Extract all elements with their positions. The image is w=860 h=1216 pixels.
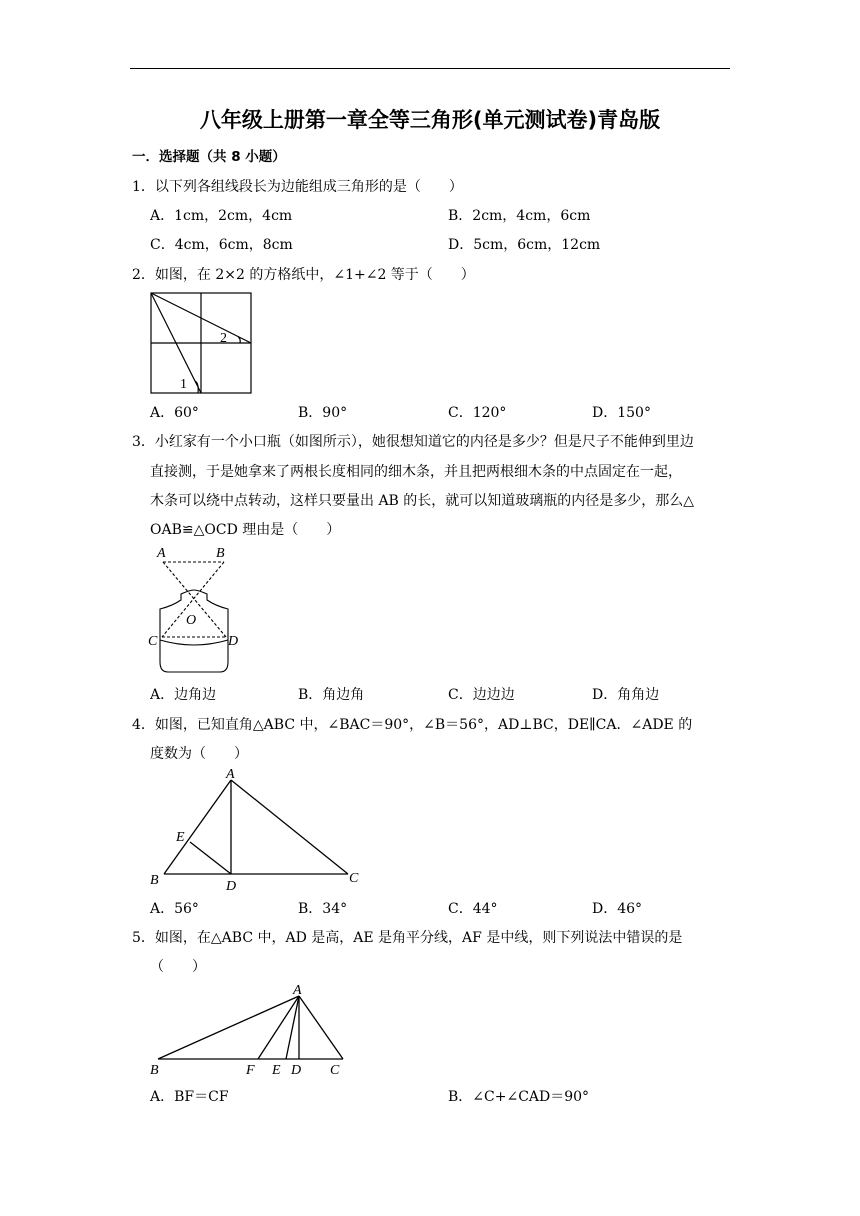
question-2-figure bbox=[148, 290, 254, 396]
question-4-option-c: C．44° bbox=[448, 901, 498, 917]
question-4-figure bbox=[146, 766, 368, 894]
question-5-option-b: B．∠C+∠CAD＝90° bbox=[448, 1089, 590, 1105]
question-5-stem-line-1: 5．如图，在△ABC 中，AD 是高，AE 是角平分线，AF 是中线，则下列说法中错误的是 bbox=[132, 930, 683, 946]
question-4-option-a: A．56° bbox=[150, 901, 199, 917]
fig3-label-d: D bbox=[228, 634, 239, 649]
question-2-option-b: B．90° bbox=[298, 405, 348, 421]
question-3-figure bbox=[146, 544, 242, 680]
question-3-option-d: D．角角边 bbox=[592, 687, 660, 703]
question-3-stem-line-2: 直接测，于是她拿来了两根长度相同的细木条，并且把两根细木条的中点固定在一起， bbox=[150, 464, 682, 480]
fig5-label-a: A bbox=[293, 983, 302, 998]
question-2-option-c: C．120° bbox=[448, 405, 507, 421]
question-5-option-a: A．BF＝CF bbox=[150, 1089, 229, 1105]
fig5-label-f: F bbox=[246, 1063, 255, 1078]
question-3-stem-line-4: OAB≌△OCD 理由是（ ） bbox=[150, 522, 341, 538]
fig5-label-b: B bbox=[150, 1063, 159, 1078]
question-1-option-c: C．4cm，6cm，8cm bbox=[150, 237, 293, 253]
question-4-option-d: D．46° bbox=[592, 901, 643, 917]
fig3-label-b: B bbox=[216, 546, 225, 561]
fig3-label-o: O bbox=[186, 613, 197, 628]
question-3-option-b: B．角边角 bbox=[298, 687, 365, 703]
fig4-label-b: B bbox=[150, 873, 159, 888]
fig2-label-1: 1 bbox=[180, 377, 187, 392]
question-5-stem-line-2: （ ） bbox=[150, 959, 206, 975]
fig3-label-a: A bbox=[157, 546, 166, 561]
fig5-label-e: E bbox=[272, 1063, 281, 1078]
section-heading: 一．选择题（共 8 小题） bbox=[132, 149, 286, 165]
question-3-stem-line-1: 3．小红家有一个小口瓶（如图所示），她很想知道它的内径是多少？但是尺子不能伸到里边 bbox=[132, 434, 694, 450]
question-1-option-d: D．5cm，6cm，12cm bbox=[448, 237, 601, 253]
question-4-option-b: B．34° bbox=[298, 901, 348, 917]
fig4-label-c: C bbox=[349, 871, 359, 886]
question-5-figure bbox=[146, 982, 360, 1078]
question-3-option-c: C．边边边 bbox=[448, 687, 515, 703]
fig2-label-2: 2 bbox=[220, 331, 227, 346]
fig4-label-a: A bbox=[226, 767, 235, 782]
question-1-option-b: B．2cm，4cm，6cm bbox=[448, 208, 591, 224]
fig4-label-e: E bbox=[176, 830, 185, 845]
question-2-option-d: D．150° bbox=[592, 405, 651, 421]
question-3-stem-line-3: 木条可以绕中点转动，这样只要量出 AB 的长，就可以知道玻璃瓶的内径是多少，那么△ bbox=[150, 493, 695, 509]
question-1-stem: 1．以下列各组线段长为边能组成三角形的是（ ） bbox=[132, 179, 463, 195]
fig5-label-d: D bbox=[291, 1063, 302, 1078]
header-rule bbox=[130, 68, 730, 69]
question-2-stem: 2．如图，在 2×2 的方格纸中，∠1+∠2 等于（ ） bbox=[132, 267, 475, 283]
question-4-stem-line-2: 度数为（ ） bbox=[150, 746, 248, 762]
fig4-label-d: D bbox=[226, 879, 237, 894]
question-2-option-a: A．60° bbox=[150, 405, 199, 421]
question-1-option-a: A．1cm，2cm，4cm bbox=[150, 208, 293, 224]
question-3-option-a: A．边角边 bbox=[150, 687, 217, 703]
question-4-stem-line-1: 4．如图，已知直角△ABC 中，∠BAC＝90°，∠B＝56°，AD⊥BC，DE∥CA．∠ADE 的 bbox=[132, 717, 693, 733]
page-title: 八年级上册第一章全等三角形(单元测试卷)青岛版 bbox=[199, 108, 661, 132]
fig3-label-c: C bbox=[148, 634, 158, 649]
fig5-label-c: C bbox=[330, 1063, 340, 1078]
